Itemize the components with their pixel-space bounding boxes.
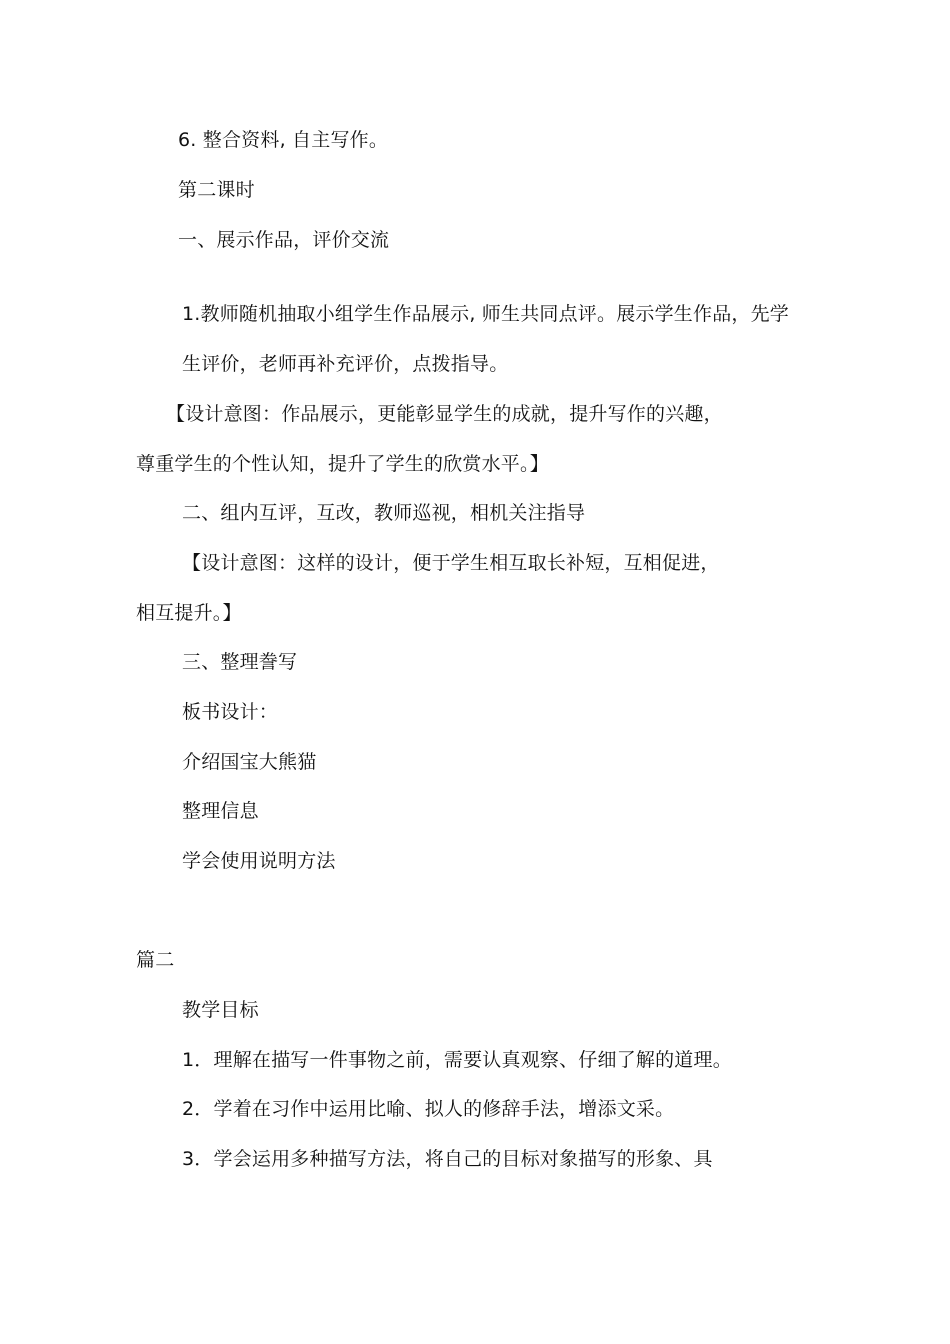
board-design-item: 学会使用说明方法 <box>182 850 336 872</box>
section-2-heading: 二、组内互评，互改，教师巡视，相机关注指导 <box>182 502 586 524</box>
section-3-heading: 三、整理誊写 <box>182 651 298 673</box>
paragraph-line: 1.教师随机抽取小组学生作品展示, 师生共同点评。展示学生作品，先学 <box>182 303 790 325</box>
part-two-heading: 篇二 <box>136 949 175 971</box>
board-design-item: 整理信息 <box>182 800 259 822</box>
board-design-item: 介绍国宝大熊猫 <box>182 751 317 773</box>
design-intent-line: 【设计意图：作品展示，更能彰显学生的成就，提升写作的兴趣， <box>166 403 723 425</box>
design-intent-line: 尊重学生的个性认知，提升了学生的欣赏水平。】 <box>136 453 549 475</box>
paragraph-line: 生评价，老师再补充评价，点拨指导。 <box>182 353 509 375</box>
second-lesson-heading: 第二课时 <box>178 179 255 201</box>
goal-item: 2．学着在习作中运用比喻、拟人的修辞手法，增添文采。 <box>182 1098 675 1120</box>
design-intent-line: 【设计意图：这样的设计，便于学生相互取长补短，互相促进， <box>182 552 720 574</box>
board-design-label: 板书设计： <box>182 701 279 723</box>
step-6-self-writing: 6. 整合资料, 自主写作。 <box>178 129 389 151</box>
section-1-heading: 一、展示作品，评价交流 <box>178 229 390 251</box>
goal-item: 1．理解在描写一件事物之前，需要认真观察、仔细了解的道理。 <box>182 1049 732 1071</box>
teaching-goals-heading: 教学目标 <box>182 999 259 1021</box>
design-intent-line: 相互提升。】 <box>136 602 242 624</box>
goal-item: 3．学会运用多种描写方法，将自己的目标对象描写的形象、具 <box>182 1148 713 1170</box>
